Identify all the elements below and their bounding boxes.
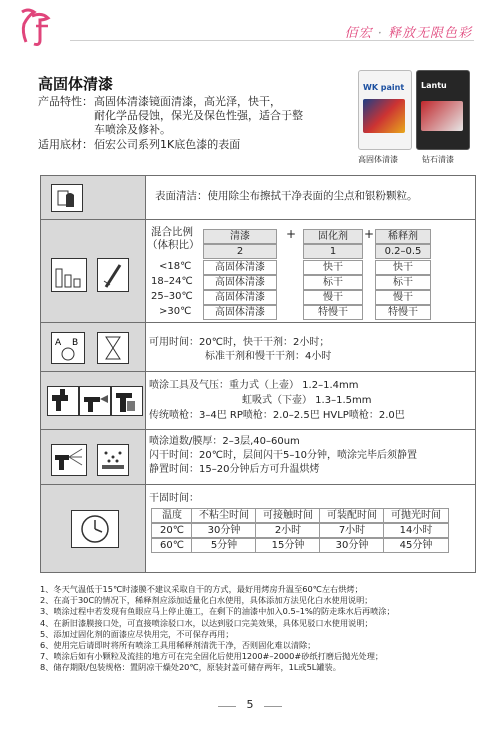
note-item: 8、储存期限/包装规格：置阴凉干燥处20℃，原装封盖可储存两年，1L或5L罐装。 xyxy=(40,662,341,673)
ratio-thinner: 0.2–0.5 xyxy=(375,244,431,259)
header-slogan xyxy=(345,22,472,41)
drying-title: 干固时间： xyxy=(149,493,199,504)
notes-list xyxy=(40,584,480,674)
mix-temp: >30℃ xyxy=(159,306,192,317)
svg-text:B: B xyxy=(72,338,79,348)
feature-line-3: 车喷涂及修补。 xyxy=(94,123,171,136)
process-table xyxy=(40,175,476,573)
drying-cell: 60℃ xyxy=(151,538,193,553)
svg-text:A: A xyxy=(55,338,62,348)
page-number-line xyxy=(264,706,282,707)
mix-thinner-cell: 慢干 xyxy=(375,290,431,305)
note-item: 4、在新旧漆膜接口处，可直接喷涂驳口水，以达到驳口完美效果，具体见驳口水使用说明； xyxy=(40,617,373,628)
drying-header: 可接触时间 xyxy=(255,508,321,523)
can-brand-label: WK paint xyxy=(363,83,405,92)
tools-gravity: 喷涂工具及气压：重力式（上壶） 1.2–1.4mm xyxy=(149,380,359,391)
can-brand-label-2: Lantu xyxy=(421,81,447,90)
rest-time-text: 静置时间：15–20分钟后方可升温烘烤 xyxy=(149,464,320,475)
slogan-text: 释放无限色彩 xyxy=(387,26,472,41)
flash-off-icon xyxy=(97,444,129,476)
gravity-gun-icon xyxy=(79,386,111,416)
drying-header: 可抛光时间 xyxy=(383,508,449,523)
product-substrate xyxy=(38,138,240,152)
mix-hardener-cell: 快干 xyxy=(303,260,363,275)
flash-time-text: 闪干时间：20℃时，层间闪干5–10分钟，喷涂完毕后须静置 xyxy=(149,450,418,461)
measuring-cup-icon xyxy=(51,258,87,292)
spray-gun-icon xyxy=(47,386,79,416)
page-number-text: 5 xyxy=(246,698,254,711)
mix-thinner-cell: 特慢干 xyxy=(375,305,431,320)
row-divider xyxy=(41,484,475,485)
mix-hardener-cell: 慢干 xyxy=(303,290,363,305)
product-title: 高固体清漆 xyxy=(38,75,114,93)
mix-clear-cell: 高固体清漆 xyxy=(203,275,277,290)
drying-cell: 30分钟 xyxy=(191,523,257,538)
mix-temp: 25–30℃ xyxy=(151,291,193,302)
mix-header-clear: 清漆 xyxy=(203,229,277,244)
product-images xyxy=(352,66,474,166)
drying-cell: 15分钟 xyxy=(255,538,321,553)
mix-header-hardener: 固化剂 xyxy=(303,229,363,244)
product-caption-2: 钻石清漆 xyxy=(422,155,454,164)
substrate-line: 佰宏公司系列1K底色漆的表面 xyxy=(94,138,241,151)
spray-coats-icon xyxy=(51,444,87,476)
mix-header-thinner: 稀释剂 xyxy=(375,229,431,244)
mix-thinner-cell: 标干 xyxy=(375,275,431,290)
drying-cell: 45分钟 xyxy=(383,538,449,553)
slogan-dot: · xyxy=(377,26,383,41)
drying-cell: 2小时 xyxy=(255,523,321,538)
drying-cell: 7小时 xyxy=(319,523,385,538)
note-item: 3、喷涂过程中若发现有鱼眼应马上停止施工，在剩下的油漆中加入0.5–1%的防走珠水后再喷涂； xyxy=(40,606,395,617)
note-item: 7、喷涂后如有小颗粒及流挂的地方可在完全固化后使用1200#–2000#砂纸打磨后抛光处理； xyxy=(40,651,384,662)
spray-coats-text: 喷涂道数/膜厚：2–3层,40–60um xyxy=(149,436,300,447)
note-item: 1、冬天气温低于15℃时漆膜不建议采取自干的方式，最好用烤房升温至60℃左右烘烤； xyxy=(40,584,363,594)
row-divider xyxy=(41,322,475,323)
note-item: 6、使用完后请即时将所有喷涂工具用稀释剂清洗干净，否则固化难以清除； xyxy=(40,640,316,651)
drying-header: 不粘尘时间 xyxy=(191,508,257,523)
product-can-image-2 xyxy=(416,70,470,150)
note-item: 5、添加过固化剂的面漆应尽快用完，不可保存再用； xyxy=(40,628,234,639)
drying-cell: 5分钟 xyxy=(191,538,257,553)
mixing-stick-icon xyxy=(97,258,129,292)
row-divider xyxy=(41,371,475,372)
surface-clean-text: 表面清洁：使用除尘布擦拭干净表面的尘点和银粉颗粒。 xyxy=(155,190,418,202)
mix-clear-cell: 高固体清漆 xyxy=(203,305,277,320)
note-item: 2、在高于30C的情况下，稀释剂应添加适量化白水使用，具体添加方法见化白水使用说明； xyxy=(40,595,373,606)
siphon-gun-icon xyxy=(111,386,143,416)
sandglass-icon xyxy=(97,332,129,364)
substrate-key: 适用底材： xyxy=(38,138,93,151)
product-can-image xyxy=(358,70,412,150)
drying-header: 温度 xyxy=(151,508,193,523)
mix-clear-cell: 高固体清漆 xyxy=(203,260,277,275)
ratio-hardener: 1 xyxy=(303,244,363,259)
product-caption: 高固体清漆 xyxy=(358,155,398,164)
row-divider xyxy=(41,219,475,220)
plus-sign: + xyxy=(286,227,297,241)
feature-line-1: 高固体清漆镜面清漆，高光泽，快干， xyxy=(94,95,281,108)
ab-mix-icon xyxy=(51,332,85,364)
plus-sign: + xyxy=(364,227,375,241)
tools-siphon: 虹吸式（下壶） 1.3–1.5mm xyxy=(242,395,372,406)
company-logo-icon xyxy=(18,6,54,50)
page-number xyxy=(0,698,500,711)
drying-header: 可装配时间 xyxy=(319,508,385,523)
feature-key: 产品特性： xyxy=(38,95,93,108)
mix-temp: <18℃ xyxy=(159,261,192,272)
product-feature xyxy=(38,95,303,137)
drying-cell: 14小时 xyxy=(383,523,449,538)
hand-wipe-icon xyxy=(51,184,83,212)
mix-temp: 18–24℃ xyxy=(151,276,193,287)
drying-cell: 30分钟 xyxy=(319,538,385,553)
clock-icon xyxy=(71,510,119,548)
row-divider xyxy=(41,429,475,430)
page-header xyxy=(0,0,500,62)
ratio-clear: 2 xyxy=(203,244,277,259)
mix-hardener-cell: 特慢干 xyxy=(303,305,363,320)
drying-cell: 20℃ xyxy=(151,523,193,538)
potlife-text: 可用时间：20℃时，快干干剂：2小时； xyxy=(149,337,330,348)
slogan-brand: 佰宏 xyxy=(344,26,373,41)
mix-label-sub: （体积比） xyxy=(147,239,200,251)
mix-hardener-cell: 标干 xyxy=(303,275,363,290)
tools-pressure: 传统喷枪：3–4巴 RP喷枪：2.0–2.5巴 HVLP喷枪：2.0巴 xyxy=(149,410,405,421)
mix-clear-cell: 高固体清漆 xyxy=(203,290,277,305)
mix-label: 混合比例 xyxy=(151,226,193,238)
feature-line-2: 耐化学品侵蚀，保光及保色性强，适合于整 xyxy=(94,109,303,122)
mix-thinner-cell: 快干 xyxy=(375,260,431,275)
potlife-text-2: 标准干剂和慢干干剂：4小时 xyxy=(205,351,332,362)
